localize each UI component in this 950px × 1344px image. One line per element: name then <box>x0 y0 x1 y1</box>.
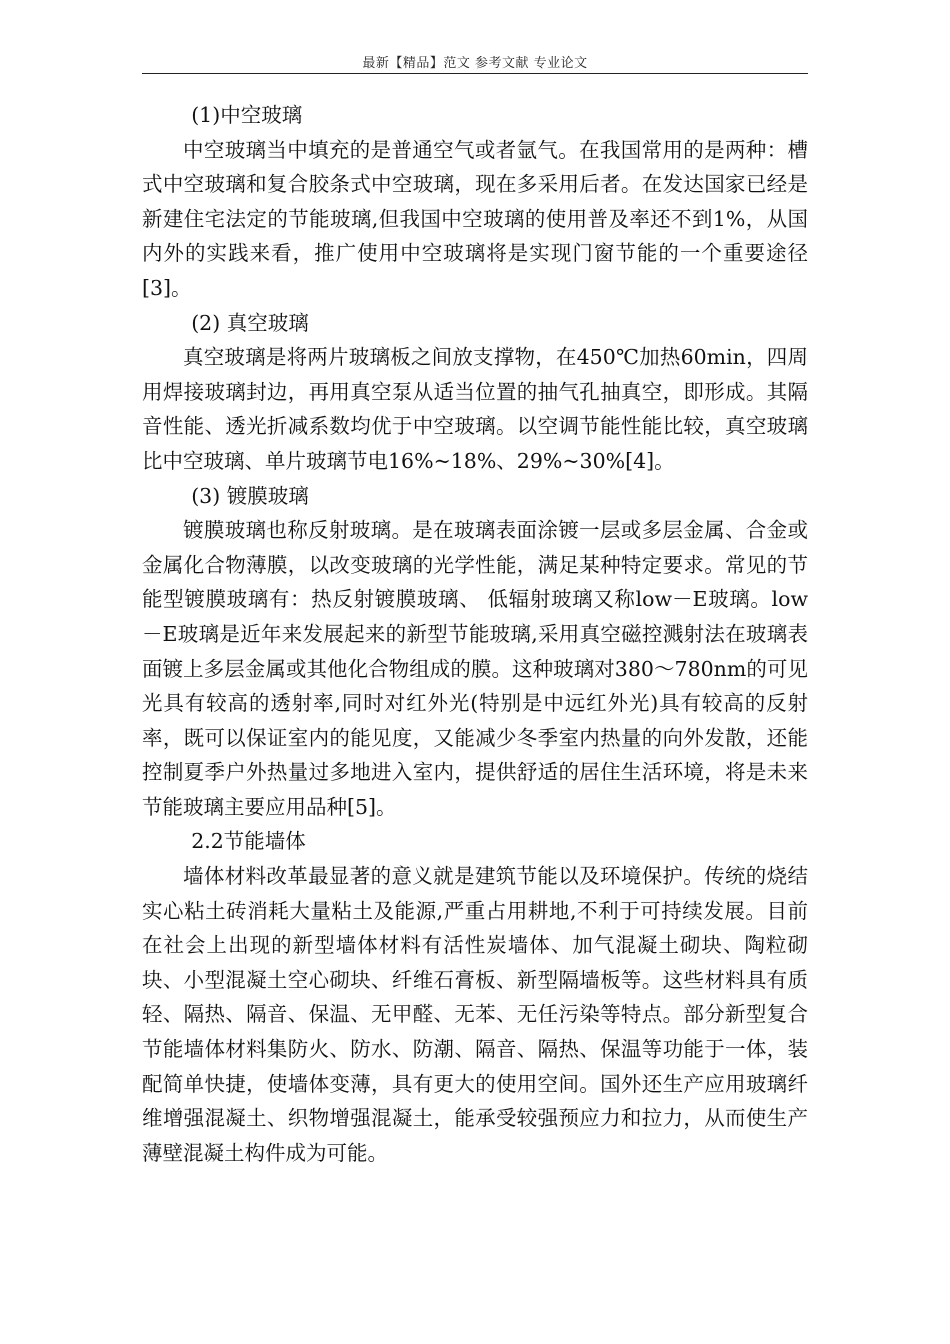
page-header: 最新【精品】范文 参考文献 专业论文 <box>362 56 588 71</box>
section-heading-coated-glass: (3) 镀膜玻璃 <box>191 483 309 508</box>
paragraph-coated-glass: 镀膜玻璃也称反射玻璃。是在玻璃表面涂镀一层或多层金属、合金或金属化合物薄膜，以改变玻璃的光学性能，满足某种特定要求。常见的节能型镀膜玻璃有：热反射镀膜玻璃、 低辐射玻璃又称low－E玻璃。low－E玻璃是近年来发展起来的新型节能玻璃,采用真空磁控溅射法在玻璃表面镀上多层金属或其他化合物组成的膜。这种玻璃对380～780nm的可见光具有较高的透射率,同时对红外光(特别是中远红外光)具有较高的反射率，既可以保证室内的能见度，又能减少冬季室内热量的向外发散，还能控制夏季户外热量过多地进入室内，提供舒适的居住生活环境，将是未来节能玻璃主要应用品种[5]。 <box>142 518 808 819</box>
section-heading-vacuum-glass: (2) 真空玻璃 <box>191 310 309 335</box>
document-body <box>142 98 808 1170</box>
section-heading-hollow-glass: (1)中空玻璃 <box>191 103 303 127</box>
paragraph-hollow-glass: 中空玻璃当中填充的是普通空气或者氩气。在我国常用的是两种：槽式中空玻璃和复合胶条式中空玻璃，现在多采用后者。在发达国家已经是新建住宅法定的节能玻璃,但我国中空玻璃的使用普及率还不到1%，从国内外的实践来看，推广使用中空玻璃将是实现门窗节能的一个重要途径[3]。 <box>142 137 808 300</box>
paragraph-energy-saving-wall: 墙体材料改革最显著的意义就是建筑节能以及环境保护。传统的烧结实心粘土砖消耗大量粘土及能源,严重占用耕地,不利于可持续发展。目前在社会上出现的新型墙体材料有活性炭墙体、加气混凝土砌块、陶粒砌块、小型混凝土空心砌块、纤维石膏板、新型隔墙板等。这些材料具有质轻、隔热、隔音、保温、无甲醛、无苯、无任污染等特点。部分新型复合节能墙体材料集防火、防水、防潮、隔音、隔热、保温等功能于一体，装配简单快捷，使墙体变薄，具有更大的使用空间。国外还生产应用玻璃纤维增强混凝土、织物增强混凝土，能承受较强预应力和拉力，从而使生产薄壁混凝土构件成为可能。 <box>142 864 808 1165</box>
section-heading-energy-saving-wall: 2.2节能墙体 <box>191 829 306 854</box>
paragraph-vacuum-glass: 真空玻璃是将两片玻璃板之间放支撑物，在450℃加热60min，四周用焊接玻璃封边，再用真空泵从适当位置的抽气孔抽真空，即形成。其隔音性能、透光折减系数均优于中空玻璃。以空调节能性能比较，真空玻璃比中空玻璃、单片玻璃节电16%~18%、29%~30%[4]。 <box>142 345 808 473</box>
header-divider <box>142 73 808 74</box>
